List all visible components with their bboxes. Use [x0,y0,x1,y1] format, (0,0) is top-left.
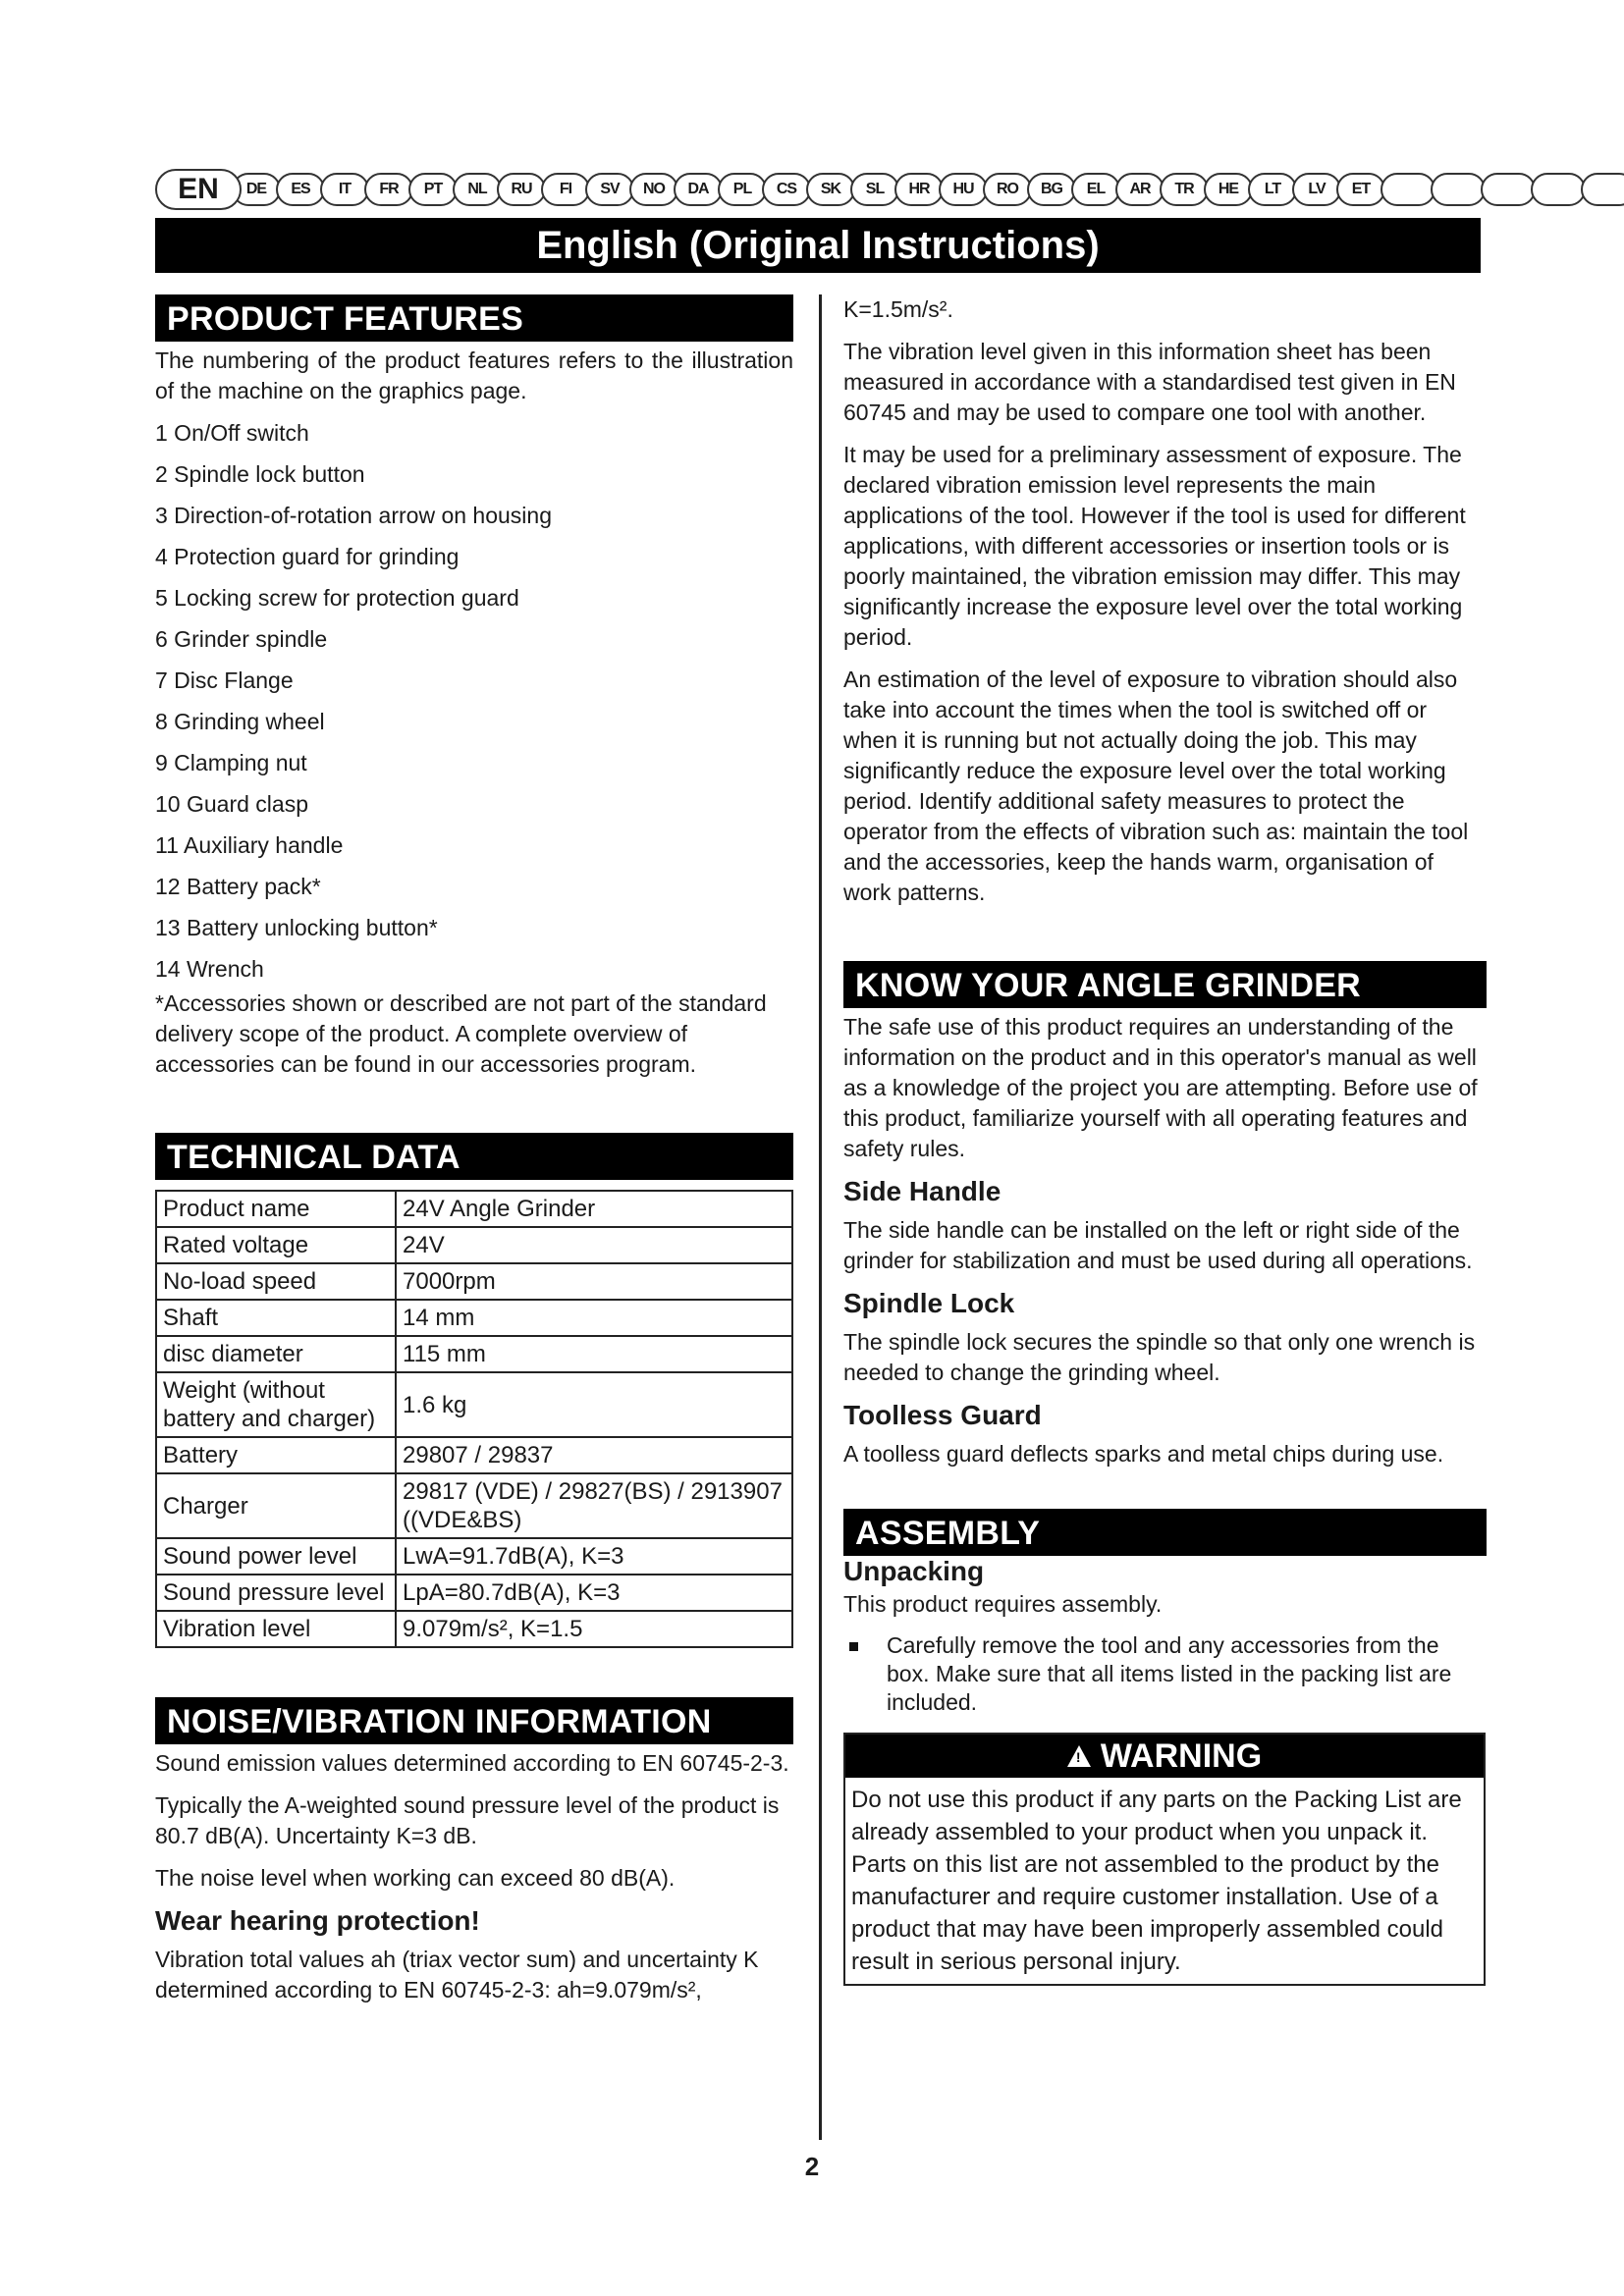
language-tab-empty [1581,173,1624,206]
language-tab-fi[interactable]: FI [541,173,590,206]
table-cell-value: LwA=91.7dB(A), K=3 [396,1538,792,1575]
language-tab-tr[interactable]: TR [1160,173,1209,206]
vibration-paragraph: An estimation of the level of exposure to vibration should also take into account the times when the tool is switched off or when it is running but not actually doing the job. This may significantly reduce the exposure level over the total working period. Identify additional safety measures to protect the operator from the effects of vibration such as: maintain the tool and the accessories, keep the hands warm, organisation of work patterns. [843,667,1469,905]
table-cell-value: 29807 / 29837 [396,1437,792,1473]
accessories-note: *Accessories shown or described are not part of the standard delivery scope of the product. A complete overview of accessories can be found in our accessories program. [155,990,767,1077]
vibration-uncertainty: K=1.5m/s². [843,296,953,322]
list-item: 4 Protection guard for grinding [155,544,460,569]
warning-header [845,1735,1484,1778]
column-divider [819,294,822,2140]
table-cell-label: Shaft [156,1300,396,1336]
list-item: 13 Battery unlocking button* [155,915,438,940]
vibration-paragraph: Vibration total values ah (triax vector sum) and uncertainty K determined according to EN 60745-2-3: ah=9.079m/s², [155,1947,759,2002]
side-handle-text: The side handle can be installed on the left or right side of the grinder for stabilization and must be used during all operations. [843,1217,1473,1273]
section-heading-product-features: PRODUCT FEATURES [155,294,793,342]
features-list [155,418,793,985]
language-tab-he[interactable]: HE [1204,173,1253,206]
toolless-guard-text: A toolless guard deflects sparks and metal chips during use. [843,1441,1444,1467]
spindle-lock-text: The spindle lock secures the spindle so that only one wrench is needed to change the grinding wheel. [843,1329,1476,1385]
table-cell-value: 29817 (VDE) / 29827(BS) / 2913907 ((VDE&BS) [396,1473,792,1538]
language-tab-pt[interactable]: PT [408,173,458,206]
language-tab-da[interactable]: DA [674,173,723,206]
features-intro: The numbering of the product features refers to the illustration of the machine on the graphics page. [155,347,793,403]
list-item: 1 On/Off switch [155,420,309,446]
language-tab-hu[interactable]: HU [939,173,988,206]
language-tab-current[interactable]: EN [155,169,242,210]
language-tab-no[interactable]: NO [629,173,678,206]
list-item: 7 Disc Flange [155,667,294,693]
table-cell-label: Product name [156,1191,396,1227]
noise-paragraph: Typically the A-weighted sound pressure level of the product is 80.7 dB(A). Uncertainty K=3 dB. [155,1792,780,1848]
language-tab-lv[interactable]: LV [1292,173,1341,206]
section-heading-assembly: ASSEMBLY [843,1509,1487,1556]
language-tabs [232,173,1624,206]
table-cell-value: 24V [396,1227,792,1263]
unpacking-text: This product requires assembly. [843,1591,1163,1617]
vibration-paragraph: It may be used for a preliminary assessment of exposure. The declared vibration emission level represents the main applications of the tool. However if the tool is used for different applications, with different accessories or insertion tools or is poorly maintained, the vibration emission may differ. This may significantly increase the exposure level over the total working period. [843,442,1466,650]
language-tab-lt[interactable]: LT [1248,173,1297,206]
language-tab-es[interactable]: ES [276,173,325,206]
warning-title: WARNING [1100,1736,1263,1775]
list-item: 9 Clamping nut [155,750,307,775]
table-cell-label: Weight (without battery and charger) [156,1372,396,1437]
know-intro: The safe use of this product requires an understanding of the information on the product and in this operator's manual as well as a knowledge of the project you are attempting. Before use of this product, familiarize yourself with all operating features and safety rules. [843,1014,1478,1161]
language-tab-cs[interactable]: CS [762,173,811,206]
list-item: 2 Spindle lock button [155,461,365,487]
language-tab-et[interactable]: ET [1336,173,1385,206]
language-tab-hr[interactable]: HR [894,173,944,206]
table-row [156,1437,792,1473]
language-tab-ru[interactable]: RU [497,173,546,206]
table-cell-label: No-load speed [156,1263,396,1300]
language-tab-empty [1531,173,1586,206]
list-item: 14 Wrench [155,956,264,982]
language-tab-sk[interactable]: SK [806,173,855,206]
list-item: 5 Locking screw for protection guard [155,585,519,611]
table-row [156,1473,792,1538]
table-row [156,1191,792,1227]
warning-triangle-icon: ! [1067,1745,1091,1767]
table-cell-value: 7000rpm [396,1263,792,1300]
table-row [156,1611,792,1647]
page-title: English (Original Instructions) [155,218,1481,273]
section-heading-noise-vibration: NOISE/VIBRATION INFORMATION [155,1697,793,1744]
list-item: Carefully remove the tool and any accessories from the box. Make sure that all items listed in the packing list are included. [843,1631,1487,1717]
table-cell-value: 115 mm [396,1336,792,1372]
language-tab-sv[interactable]: SV [585,173,634,206]
table-row [156,1227,792,1263]
table-cell-label: Vibration level [156,1611,396,1647]
side-handle-heading: Side Handle [843,1176,1001,1206]
list-item: 11 Auxiliary handle [155,832,344,858]
table-cell-value: 14 mm [396,1300,792,1336]
table-row [156,1538,792,1575]
language-tab-ro[interactable]: RO [983,173,1032,206]
language-tab-el[interactable]: EL [1071,173,1120,206]
language-bar [155,169,1481,210]
unpacking-bullets [843,1631,1487,1717]
table-cell-value: 9.079m/s², K=1.5 [396,1611,792,1647]
language-tab-it[interactable]: IT [320,173,369,206]
table-row [156,1300,792,1336]
hearing-protection-heading: Wear hearing protection! [155,1905,480,1936]
table-cell-value: 24V Angle Grinder [396,1191,792,1227]
section-heading-know-your-grinder: KNOW YOUR ANGLE GRINDER [843,961,1487,1008]
language-tab-empty [1431,173,1486,206]
unpacking-heading: Unpacking [843,1556,985,1586]
toolless-guard-heading: Toolless Guard [843,1400,1042,1430]
right-column [843,294,1487,1986]
table-cell-value: 1.6 kg [396,1372,792,1437]
table-cell-label: Sound pressure level [156,1575,396,1611]
warning-box [843,1733,1486,1986]
list-item: 10 Guard clasp [155,791,308,817]
table-cell-label: Charger [156,1473,396,1538]
section-heading-technical-data: TECHNICAL DATA [155,1133,793,1180]
table-cell-label: Battery [156,1437,396,1473]
language-tab-bg[interactable]: BG [1027,173,1076,206]
list-item: 8 Grinding wheel [155,709,325,734]
language-tab-pl[interactable]: PL [718,173,767,206]
table-cell-label: Rated voltage [156,1227,396,1263]
language-tab-empty [1380,173,1435,206]
table-cell-label: disc diameter [156,1336,396,1372]
noise-paragraph: Sound emission values determined according to EN 60745-2-3. [155,1750,789,1776]
left-column [155,294,793,2017]
technical-data-table [155,1190,793,1648]
spindle-lock-heading: Spindle Lock [843,1288,1015,1318]
table-cell-value: LpA=80.7dB(A), K=3 [396,1575,792,1611]
language-tab-nl[interactable]: NL [453,173,502,206]
language-tab-empty [1481,173,1536,206]
language-tab-de[interactable]: DE [232,173,281,206]
warning-text: Do not use this product if any parts on the Packing List are already assembled to your product when you unpack it. Parts on this list are not assembled to the product by the manufacturer and require customer installation. Use of a product that may have been improperly assembled could result in serious personal injury. [851,1787,1462,1975]
table-cell-label: Sound power level [156,1538,396,1575]
table-row [156,1263,792,1300]
list-item: 3 Direction-of-rotation arrow on housing [155,503,552,528]
page-number: 2 [804,2152,820,2181]
table-row [156,1372,792,1437]
vibration-paragraph: The vibration level given in this information sheet has been measured in accordance with a standardised test given in EN 60745 and may be used to compare one tool with another. [843,339,1456,425]
list-item: 6 Grinder spindle [155,626,328,652]
language-tab-fr[interactable]: FR [364,173,413,206]
list-item: 12 Battery pack* [155,874,321,899]
language-tab-ar[interactable]: AR [1115,173,1164,206]
table-row [156,1336,792,1372]
noise-paragraph: The noise level when working can exceed 80 dB(A). [155,1865,676,1891]
language-tab-sl[interactable]: SL [850,173,899,206]
table-row [156,1575,792,1611]
